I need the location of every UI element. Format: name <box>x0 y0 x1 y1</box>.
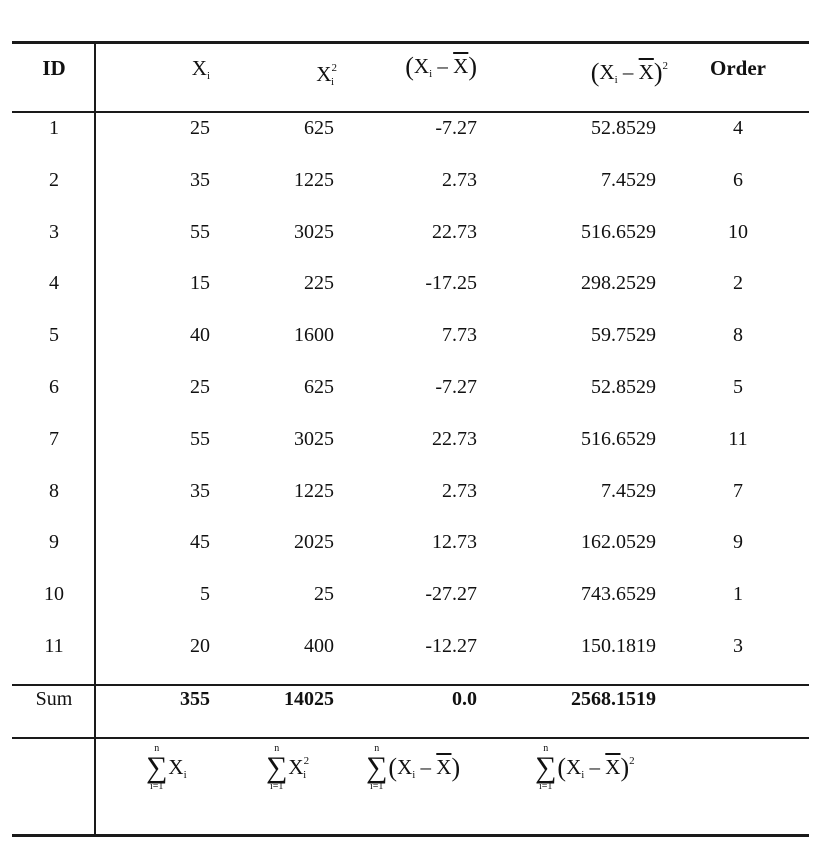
cell-xi: 45 <box>190 531 210 553</box>
cell-xi-squared: 400 <box>304 635 334 657</box>
cell-order: 6 <box>733 169 743 191</box>
cell-xi: 35 <box>190 480 210 502</box>
cell-id: 6 <box>49 376 59 398</box>
id-column-divider <box>94 42 96 835</box>
cell-order: 7 <box>733 480 743 502</box>
cell-xi: 35 <box>190 169 210 191</box>
cell-deviation: -7.27 <box>435 117 477 139</box>
cell-deviation-squared: 298.2529 <box>581 272 656 294</box>
cell-deviation: 22.73 <box>432 428 477 450</box>
cell-deviation-squared: 516.6529 <box>581 221 656 243</box>
cell-id: 3 <box>49 221 59 243</box>
cell-xi-squared: 1225 <box>294 169 334 191</box>
sum-deviation: 0.0 <box>452 688 477 710</box>
cell-id: 7 <box>49 428 59 450</box>
cell-xi: 5 <box>200 583 210 605</box>
cell-xi-squared: 625 <box>304 117 334 139</box>
cell-xi: 55 <box>190 221 210 243</box>
header-order: Order <box>710 56 766 80</box>
cell-id: 10 <box>44 583 64 605</box>
cell-order: 1 <box>733 583 743 605</box>
cell-id: 8 <box>49 480 59 502</box>
header-deviation: $(X_i - \overline{X})$ <box>405 52 477 81</box>
cell-order: 3 <box>733 635 743 657</box>
formula-sum-deviation-squared: n ∑ i=1 $(X_i - \overline{X})^2$ <box>535 743 635 792</box>
cell-order: 5 <box>733 376 743 398</box>
cell-deviation-squared: 52.8529 <box>591 117 656 139</box>
cell-id: 11 <box>44 635 64 657</box>
cell-xi-squared: 1225 <box>294 480 334 502</box>
cell-deviation-squared: 516.6529 <box>581 428 656 450</box>
cell-deviation: 2.73 <box>442 480 477 502</box>
cell-order: 4 <box>733 117 743 139</box>
sigma-symbol: n ∑ i=1 <box>146 743 168 792</box>
cell-id: 5 <box>49 324 59 346</box>
cell-deviation-squared: 59.7529 <box>591 324 656 346</box>
table-bottom-rule <box>12 834 809 837</box>
cell-xi-squared: 225 <box>304 272 334 294</box>
cell-deviation: -17.25 <box>425 272 477 294</box>
cell-xi-squared: 3025 <box>294 428 334 450</box>
cell-id: 1 <box>49 117 59 139</box>
cell-order: 8 <box>733 324 743 346</box>
cell-xi-squared: 3025 <box>294 221 334 243</box>
cell-xi: 15 <box>190 272 210 294</box>
cell-xi: 40 <box>190 324 210 346</box>
header-xi-squared: $X^2_i$ <box>316 62 337 88</box>
sum-xi-squared: 14025 <box>284 688 334 710</box>
header-bottom-rule <box>12 111 809 113</box>
cell-deviation: 22.73 <box>432 221 477 243</box>
cell-deviation: -27.27 <box>425 583 477 605</box>
cell-deviation-squared: 7.4529 <box>601 169 656 191</box>
cell-order: 9 <box>733 531 743 553</box>
formula-sum-xi: n ∑ i=1 $X_i$ <box>146 743 187 792</box>
formula-top-rule <box>12 737 809 739</box>
table-top-rule <box>12 41 809 44</box>
cell-deviation: 7.73 <box>442 324 477 346</box>
sigma-symbol: n ∑ i=1 <box>535 743 557 792</box>
cell-id: 9 <box>49 531 59 553</box>
cell-order: 11 <box>728 428 748 450</box>
cell-order: 2 <box>733 272 743 294</box>
cell-xi-squared: 25 <box>314 583 334 605</box>
cell-xi: 25 <box>190 376 210 398</box>
sum-label: Sum <box>35 688 73 710</box>
cell-deviation: -12.27 <box>425 635 477 657</box>
cell-xi-squared: 2025 <box>294 531 334 553</box>
cell-deviation-squared: 150.1819 <box>581 635 656 657</box>
sum-xi: 355 <box>180 688 210 710</box>
cell-xi-squared: 1600 <box>294 324 334 346</box>
cell-xi: 25 <box>190 117 210 139</box>
cell-deviation: 12.73 <box>432 531 477 553</box>
header-xi: $X_i$ <box>191 56 210 82</box>
cell-xi: 20 <box>190 635 210 657</box>
formula-sum-deviation: n ∑ i=1 $(X_i - \overline{X})$ <box>366 743 461 792</box>
sigma-symbol: n ∑ i=1 <box>266 743 288 792</box>
cell-xi-squared: 625 <box>304 376 334 398</box>
header-deviation-squared: $(X_i - \overline{X})^2$ <box>590 58 668 87</box>
header-id: ID <box>42 56 66 80</box>
sigma-symbol: n ∑ i=1 <box>366 743 388 792</box>
cell-xi: 55 <box>190 428 210 450</box>
cell-deviation-squared: 743.6529 <box>581 583 656 605</box>
cell-deviation: 2.73 <box>442 169 477 191</box>
cell-deviation-squared: 162.0529 <box>581 531 656 553</box>
cell-deviation: -7.27 <box>435 376 477 398</box>
cell-id: 4 <box>49 272 59 294</box>
cell-order: 10 <box>728 221 748 243</box>
cell-deviation-squared: 7.4529 <box>601 480 656 502</box>
cell-id: 2 <box>49 169 59 191</box>
formula-sum-xi-squared: n ∑ i=1 $X^2_i$ <box>266 743 310 792</box>
cell-deviation-squared: 52.8529 <box>591 376 656 398</box>
sum-deviation-squared: 2568.1519 <box>571 688 656 710</box>
sum-top-rule <box>12 684 809 686</box>
